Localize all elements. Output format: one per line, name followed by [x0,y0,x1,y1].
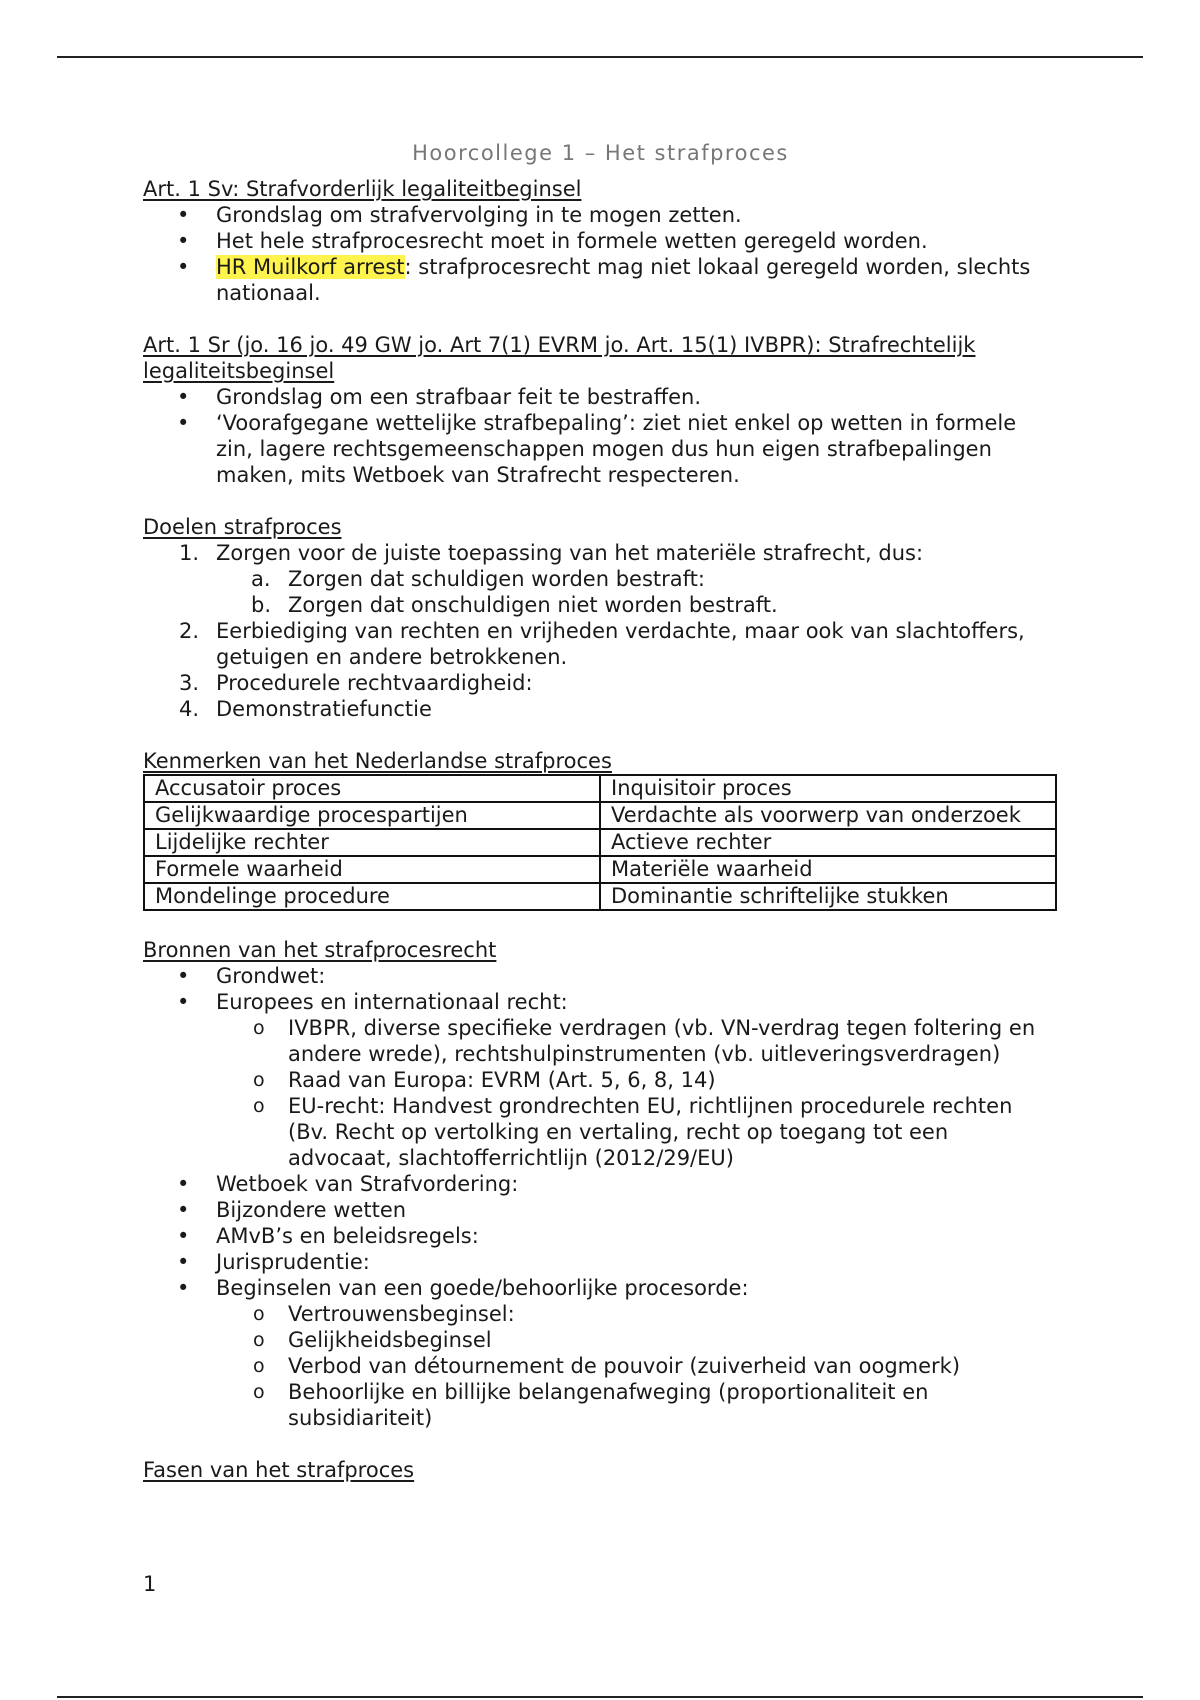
list-item: • AMvB’s en beleidsregels: [143,1223,1058,1249]
list-item-text: Zorgen dat onschuldigen niet worden bestraft. [288,593,778,617]
header-rule [57,56,1143,58]
list-item-text: Verbod van détournement de pouvoir (zuiverheid van oogmerk) [288,1354,961,1378]
table-row [144,802,1056,829]
list-item-text: Vertrouwensbeginsel: [288,1302,515,1326]
table-cell: Formele waarheid [144,856,600,883]
sub-list-item [143,566,1058,592]
circle-bullet-icon: o [253,1329,265,1351]
page-number: 1 [143,1572,157,1596]
list-number: 2. [179,619,200,643]
list-item: • Het hele strafprocesrecht moet in formele wetten geregeld worden. [143,228,1058,254]
sub-list-item [143,1379,1058,1431]
table-row [144,829,1056,856]
list-item: • Jurisprudentie: [143,1249,1058,1275]
list-item: • Grondslag om een strafbaar feit te bestraffen. [143,384,1058,410]
table-row [144,856,1056,883]
list-item-text: Eerbiediging van rechten en vrijheden verdachte, maar ook van slachtoffers, getuigen en andere betrokkenen. [216,619,1025,669]
circle-bullet-icon: o [253,1017,265,1039]
page-title: Hoorcollege 1 – Het strafproces [412,141,789,165]
section-heading: Kenmerken van het Nederlandse strafproces [143,749,612,773]
list-item: • Europees en internationaal recht: [143,989,1058,1015]
table-cell: Gelijkwaardige procespartijen [144,802,600,829]
sub-list-item [143,1301,1058,1327]
table-cell: Mondelinge procedure [144,883,600,910]
circle-bullet-icon: o [253,1303,265,1325]
sub-list-item [143,592,1058,618]
section-heading: Bronnen van het strafprocesrecht [143,938,497,962]
bullet-list [143,963,1058,1431]
list-item-text: Zorgen dat schuldigen worden bestraft: [288,567,705,591]
list-item-text: Raad van Europa: EVRM (Art. 5, 6, 8, 14) [288,1068,716,1092]
section-heading: Art. 1 Sv: Strafvorderlijk legaliteitbeginsel [143,177,582,201]
list-item-text: : strafprocesrecht mag niet lokaal geregeld worden, slechts nationaal. [216,255,1031,305]
list-item: • Wetboek van Strafvordering: [143,1171,1058,1197]
numbered-list [143,540,1058,722]
section-strafrechtelijk-legaliteit [143,332,1058,488]
table-cell: Accusatoir proces [144,775,600,802]
list-item-text: Gelijkheidsbeginsel [288,1328,492,1352]
section-heading: Doelen strafproces [143,515,342,539]
circle-bullet-icon: o [253,1381,265,1403]
document-body [143,140,1058,1509]
list-item-text: IVBPR, diverse specifieke verdragen (vb. VN-verdrag tegen foltering en andere wrede), rechtshulpinstrumenten (vb. uitleveringsverdragen) [288,1016,1036,1066]
highlighted-text: HR Muilkorf arrest [216,255,405,279]
table-cell: Verdachte als voorwerp van onderzoek [600,802,1056,829]
sub-list-item [143,1093,1058,1171]
footer-rule [57,1696,1143,1698]
table-cell: Inquisitoir proces [600,775,1056,802]
list-item [143,618,1058,670]
table-row [144,775,1056,802]
bullet-list [143,202,1058,306]
table-cell: Materiële waarheid [600,856,1056,883]
kenmerken-table [143,774,1057,911]
sub-list-item [143,1353,1058,1379]
section-heading: Art. 1 Sr (jo. 16 jo. 49 GW jo. Art 7(1) EVRM jo. Art. 15(1) IVBPR): Strafrechtelijk [143,333,976,357]
section-heading: Fasen van het strafproces [143,1458,415,1482]
list-number: 4. [179,697,200,721]
circle-bullet-icon: o [253,1095,265,1117]
sub-list-item [143,1015,1058,1067]
list-item [143,696,1058,722]
section-fasen [143,1457,1058,1483]
list-item-text: Zorgen voor de juiste toepassing van het materiële strafrecht, dus: [216,541,924,565]
circle-bullet-icon: o [253,1069,265,1091]
bullet-list [143,384,1058,488]
list-letter: a. [251,567,271,591]
sub-list-item [143,1067,1058,1093]
section-kenmerken [143,748,1058,911]
list-letter: b. [251,593,272,617]
list-number: 3. [179,671,200,695]
sub-list-item [143,1327,1058,1353]
list-item [143,670,1058,696]
list-item-text: Behoorlijke en billijke belangenafweging (proportionaliteit en subsidiariteit) [288,1380,929,1430]
circle-bullet-icon: o [253,1355,265,1377]
list-item: • ‘Voorafgegane wettelijke strafbepaling’: ziet niet enkel op wetten in formele zin, lagere rechtsgemeenschappen mogen dus hun eigen strafbepalingen maken, mits Wetboek van Strafrecht respecteren. [143,410,1058,488]
list-item: • Beginselen van een goede/behoorlijke procesorde: [143,1275,1058,1301]
list-item-text: Demonstratiefunctie [216,697,432,721]
section-doelen [143,514,1058,722]
list-number: 1. [179,541,200,565]
section-heading-cont: legaliteitsbeginsel [143,359,335,383]
list-item: • Grondslag om strafvervolging in te mogen zetten. [143,202,1058,228]
list-item [143,254,1058,306]
section-bronnen [143,937,1058,1431]
list-item: • Bijzondere wetten [143,1197,1058,1223]
table-cell: Actieve rechter [600,829,1056,856]
table-row [144,883,1056,910]
list-item-text: EU-recht: Handvest grondrechten EU, richtlijnen procedurele rechten (Bv. Recht op vertolking en vertaling, recht op toegang tot een advocaat, slachtofferrichtlijn (2012/29/EU) [288,1094,1013,1170]
table-cell: Lijdelijke rechter [144,829,600,856]
list-item: • Grondwet: [143,963,1058,989]
section-strafvorderlijk-legaliteit [143,176,1058,306]
list-item [143,540,1058,566]
table-cell: Dominantie schriftelijke stukken [600,883,1056,910]
list-item-text: Procedurele rechtvaardigheid: [216,671,533,695]
